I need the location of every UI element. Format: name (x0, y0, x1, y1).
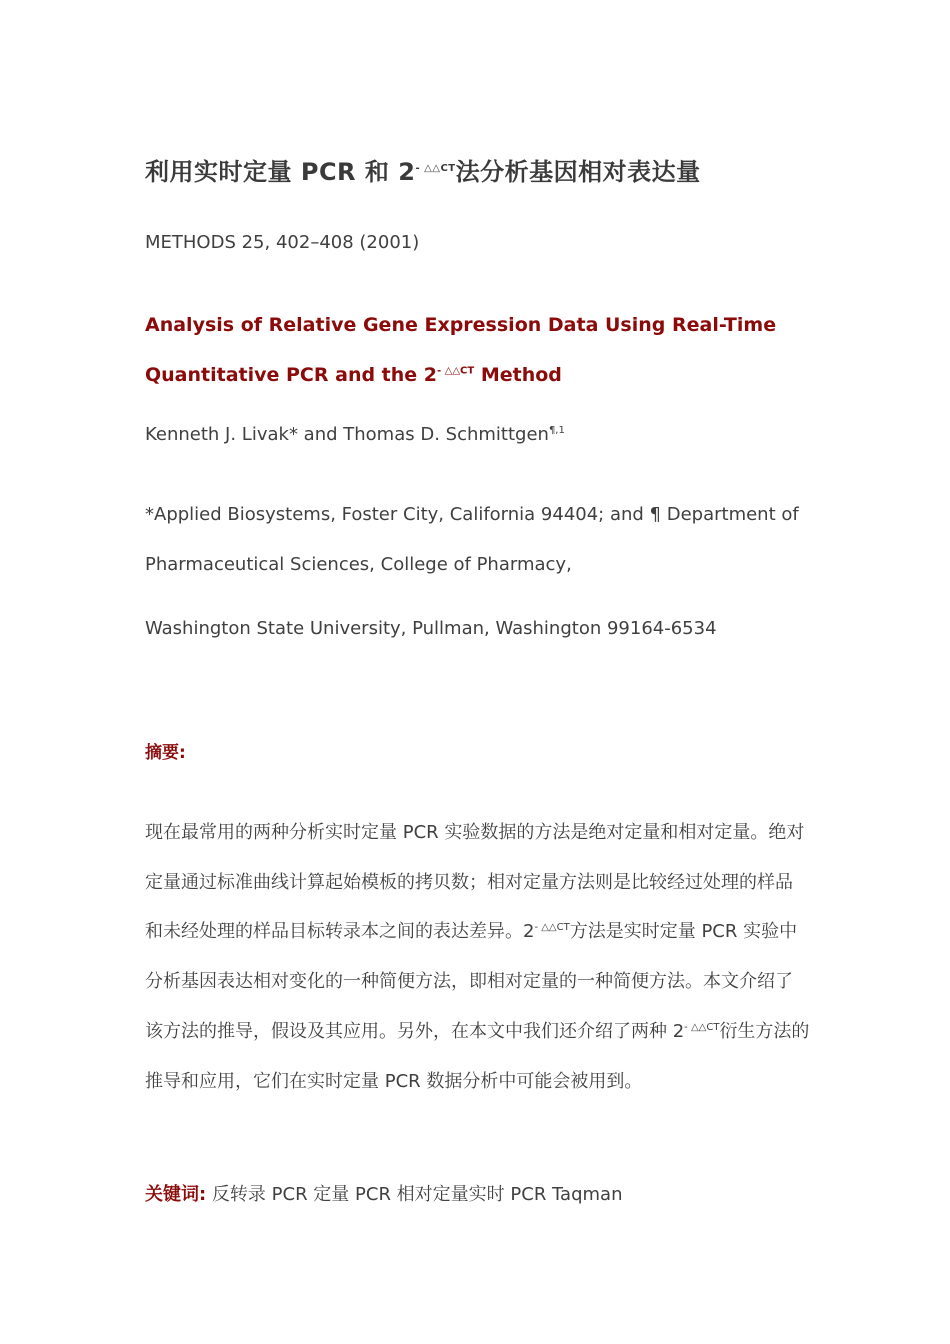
chinese-title (145, 152, 810, 187)
keywords-label: 关键词: (145, 1184, 207, 1205)
journal-citation: METHODS 25, 402–408 (2001) (145, 232, 420, 253)
abstract-part3: 衍生方法的推导和应用，它们在实时定量 PCR 数据分析中可能会被用到。 (145, 1020, 810, 1092)
affiliation-line1: *Applied Biosystems, Foster City, California 94404; and ¶ Department of (145, 504, 799, 525)
abstract-part2: 方法是实时定量 PCR 实验中分析基因表达相对变化的一种简便方法，即相对定量的一种简便方法。本文介绍了该方法的推导，假设及其应用。另外，在本文中我们还介绍了两种 2 (145, 921, 798, 1042)
english-title-superscript: - △△CT (437, 365, 475, 377)
title-superscript: - △△CT (415, 163, 456, 174)
keywords-text: 反转录 PCR 定量 PCR 相对定量实时 PCR Taqman (206, 1184, 623, 1205)
title-text-start: 利用实时定量 PCR 和 2 (145, 158, 416, 186)
affiliation (145, 490, 810, 590)
affiliation-line2: Pharmaceutical Sciences, College of Pharmacy, (145, 554, 572, 575)
english-title-line2-start: Quantitative PCR and the 2 (145, 364, 438, 386)
english-title-line2-end: Method (474, 364, 562, 386)
abstract-part1: 现在最常用的两种分析实时定量 PCR 实验数据的方法是绝对定量和相对定量。绝对定量通过标准曲线计算起始模板的拷贝数；相对定量方法则是比较经过处理的样品和未经处理的样品目标转录本之间的表达差异。2 (145, 822, 805, 943)
keywords (145, 1180, 810, 1206)
english-title-line1: Analysis of Relative Gene Expression Data Using Real-Time (145, 314, 777, 336)
english-title (145, 300, 810, 400)
authors-superscript: ¶,1 (548, 425, 565, 436)
affiliation-line3: Washington State University, Pullman, Washington 99164-6534 (145, 618, 717, 639)
abstract-superscript-2: - △△CT (684, 1021, 720, 1033)
abstract-heading: 摘要: (145, 743, 186, 763)
abstract-superscript-1: - △△CT (534, 922, 570, 934)
title-text-end: 法分析基因相对表达量 (455, 158, 701, 186)
english-title-line2 (145, 350, 810, 400)
authors (145, 424, 810, 445)
abstract-body (145, 808, 810, 1106)
authors-text: Kenneth J. Livak* and Thomas D. Schmittgen (145, 424, 549, 445)
